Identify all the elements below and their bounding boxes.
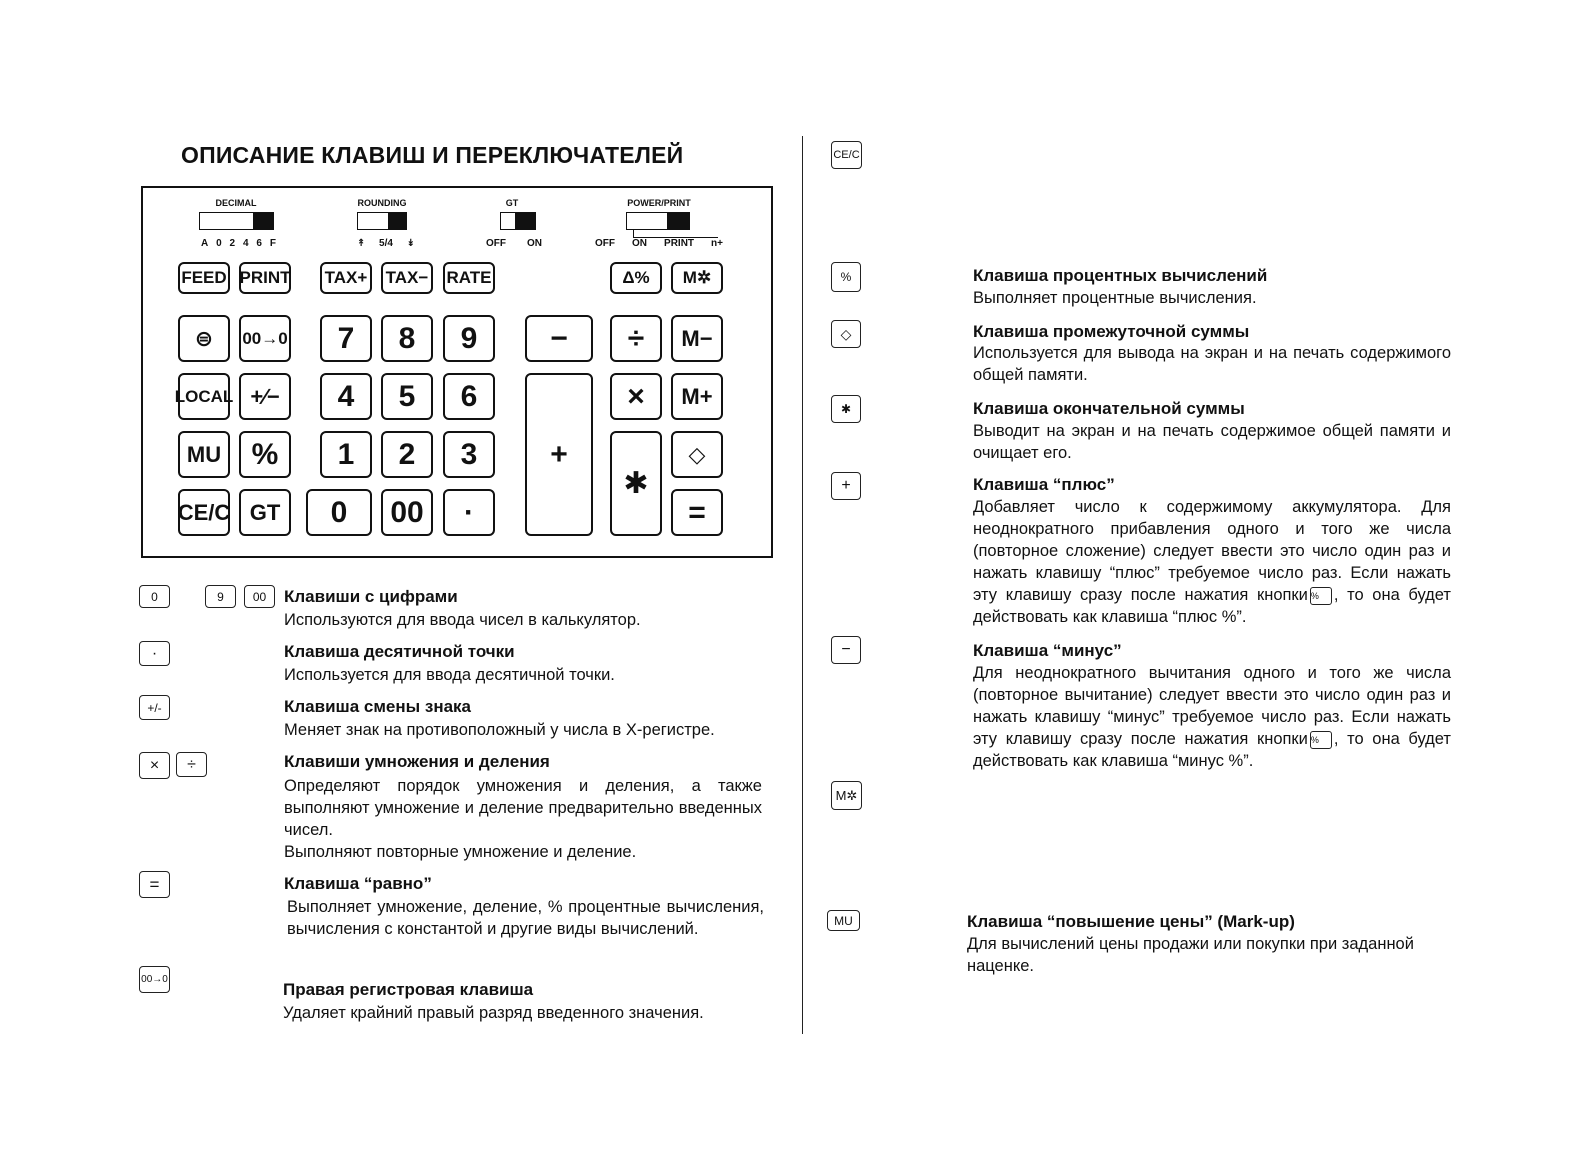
- power-scale: OFF ON PRINT n+: [595, 238, 723, 249]
- memory-total-key[interactable]: M✲: [671, 262, 723, 294]
- total-key[interactable]: ✱: [610, 431, 662, 536]
- key-7[interactable]: 7: [320, 315, 372, 362]
- equals-icon: =: [139, 871, 170, 898]
- memory-plus-key[interactable]: M+: [671, 373, 723, 420]
- shift-text: Удаляет крайний правый разряд введенного значения.: [283, 1004, 704, 1022]
- subtotal-icon: ◇: [831, 320, 861, 348]
- plus-key[interactable]: +: [525, 373, 593, 536]
- gt-switch[interactable]: [500, 212, 536, 230]
- subtotal-diamond-key[interactable]: ◇: [671, 431, 723, 478]
- decimal-switch-label: DECIMAL: [215, 198, 257, 208]
- percent-icon: %: [831, 262, 861, 292]
- percent-key[interactable]: %: [239, 431, 291, 478]
- decimal-switch[interactable]: [199, 212, 274, 230]
- sign-text: Меняет знак на противоположный у числа в X-регистре.: [284, 721, 715, 739]
- percent-heading: Клавиша процентных вычислений: [973, 266, 1268, 285]
- muldiv-text: Определяют порядок умножения и деления, а также выполняют умножение и деление предварительно введенных чисел.: [284, 777, 762, 839]
- multiply-icon: ×: [139, 752, 170, 779]
- key-3[interactable]: 3: [443, 431, 495, 478]
- markup-text: Для вычислений цены продажи или покупки при заданной наценке.: [967, 935, 1414, 975]
- grand-total-key[interactable]: GT: [239, 489, 291, 536]
- delta-percent-key[interactable]: Δ%: [610, 262, 662, 294]
- key-9-icon: 9: [205, 585, 236, 608]
- equals-text: Выполняет умножение, деление, % процентные вычисления, вычисления с константой и другие виды вычислений.: [287, 898, 764, 938]
- minus-icon: −: [831, 636, 861, 664]
- sign-change-key[interactable]: +∕−: [239, 373, 291, 420]
- page-title: ОПИСАНИЕ КЛАВИШ И ПЕРЕКЛЮЧАТЕЛЕЙ: [181, 142, 684, 168]
- key-1[interactable]: 1: [320, 431, 372, 478]
- digits-text: Используются для ввода чисел в калькулятор.: [284, 611, 641, 629]
- key-5[interactable]: 5: [381, 373, 433, 420]
- digits-heading: Клавиши с цифрами: [284, 587, 458, 606]
- rate-key[interactable]: RATE: [443, 262, 495, 294]
- total-text: Выводит на экран и на печать содержимое общей памяти и очищает его.: [973, 422, 1451, 462]
- muldiv-heading: Клавиши умножения и деления: [284, 752, 550, 771]
- key-00[interactable]: 00: [381, 489, 433, 536]
- tax-minus-key[interactable]: TAX−: [381, 262, 433, 294]
- rounding-switch-label: ROUNDING: [357, 198, 407, 208]
- shift-heading: Правая регистровая клавиша: [283, 980, 534, 999]
- shift-key-icon: 00→0: [139, 966, 170, 993]
- markup-icon: MU: [827, 910, 860, 931]
- key-0-icon: 0: [139, 585, 170, 608]
- memory-total-icon: M✲: [831, 781, 862, 810]
- print-key[interactable]: PRINT: [239, 262, 291, 294]
- plus-icon: +: [831, 472, 861, 500]
- plus-text: Добавляет число к содержимому аккумулятора. Для неоднократного прибавления одного и того же числа (повторное сложение) следует ввести это число один раз и нажать клавишу “плюс” требуемое число раз. Если нажать эту клавишу сразу после нажатия кнопки % , то она будет действовать как клавиша “плюс %”.: [973, 498, 1451, 626]
- feed-key[interactable]: FEED: [178, 262, 230, 294]
- minus-heading: Клавиша “минус”: [973, 641, 1122, 660]
- shift-key[interactable]: 00→0: [239, 315, 291, 362]
- key-9[interactable]: 9: [443, 315, 495, 362]
- plus-heading: Клавиша “плюс”: [973, 475, 1115, 494]
- equals-heading: Клавиша “равно”: [284, 874, 432, 893]
- clear-entry-key[interactable]: CE/C: [178, 489, 230, 536]
- multiply-key[interactable]: ×: [610, 373, 662, 420]
- rounding-switch[interactable]: [357, 212, 407, 230]
- divide-icon: ÷: [176, 752, 207, 777]
- tax-plus-key[interactable]: TAX+: [320, 262, 372, 294]
- power-scale-bracket: [633, 230, 718, 238]
- rounding-scale: ↟ 5/4 ↡: [357, 238, 415, 249]
- inline-percent-icon: %: [1310, 587, 1332, 605]
- sign-change-icon: +/-: [139, 695, 170, 720]
- minus-text: Для неоднократного вычитания одного и того же числа (повторное вычитание) следует ввести это число один раз и нажать клавишу “минус” требуемое число раз. Если нажать эту клавишу сразу после нажатия кнопки % , то она будет действовать как клавиша “минус %”.: [973, 664, 1451, 770]
- memory-minus-key[interactable]: M−: [671, 315, 723, 362]
- sign-heading: Клавиша смены знака: [284, 697, 472, 716]
- muldiv-text-2: Выполняют повторные умножение и деление.: [284, 843, 637, 861]
- divide-key[interactable]: ÷: [610, 315, 662, 362]
- subtotal-heading: Клавиша промежуточной суммы: [973, 322, 1250, 341]
- equals-key[interactable]: =: [671, 489, 723, 536]
- key-2[interactable]: 2: [381, 431, 433, 478]
- clear-entry-icon: CE/C: [831, 141, 862, 169]
- power-print-switch[interactable]: [626, 212, 690, 230]
- keyboard-panel: [141, 186, 773, 558]
- key-6[interactable]: 6: [443, 373, 495, 420]
- gt-switch-label: GT: [505, 198, 519, 208]
- inline-percent-icon: %: [1310, 731, 1332, 749]
- decimal-heading: Клавиша десятичной точки: [284, 642, 515, 661]
- minus-key[interactable]: −: [525, 315, 593, 362]
- local-key[interactable]: LOCAL: [178, 373, 230, 420]
- decimal-point-icon: ·: [139, 641, 170, 666]
- subtotal-text: Используется для вывода на экран и на печать содержимого общей памяти.: [973, 344, 1451, 384]
- markup-key[interactable]: MU: [178, 431, 230, 478]
- key-8[interactable]: 8: [381, 315, 433, 362]
- decimal-scale: A 0 2 4 6 F: [201, 238, 276, 249]
- percent-text: Выполняет процентные вычисления.: [973, 289, 1257, 307]
- markup-heading: Клавиша “повышение цены” (Mark-up): [967, 912, 1295, 931]
- gt-scale: OFF ON: [486, 238, 542, 249]
- power-switch-label: POWER/PRINT: [627, 198, 691, 208]
- key-0[interactable]: 0: [306, 489, 372, 536]
- key-4[interactable]: 4: [320, 373, 372, 420]
- total-heading: Клавиша окончательной суммы: [973, 399, 1245, 418]
- key-00-icon: 00: [244, 585, 275, 608]
- total-icon: ✱: [831, 395, 861, 423]
- decimal-text: Используется для ввода десятичной точки.: [284, 666, 615, 684]
- column-divider: [802, 136, 803, 1034]
- subtotal-key[interactable]: ⊜: [178, 315, 230, 362]
- decimal-point-key[interactable]: ·: [443, 489, 495, 536]
